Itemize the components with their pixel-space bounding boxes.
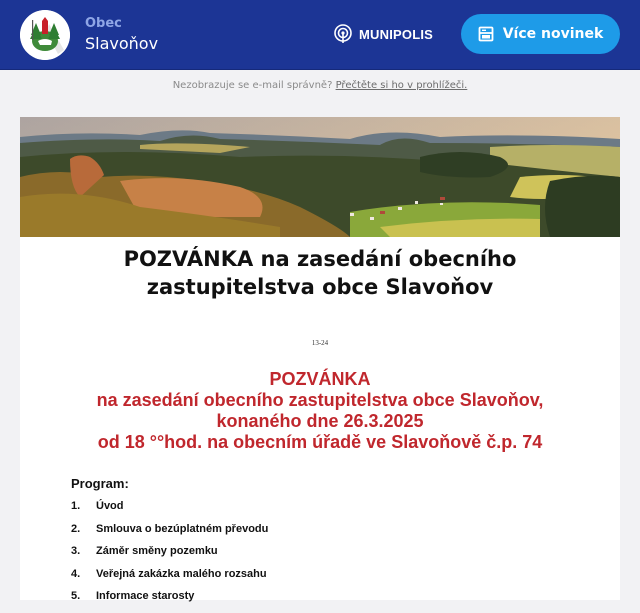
newspaper-icon [478,26,494,42]
program-item-text: Úvod [96,500,124,512]
article-card [20,117,620,600]
document-number: 13-24 [311,339,329,347]
view-in-browser-link[interactable]: Přečtěte si ho v prohlížeči. [335,80,468,91]
program-item-number: 1. [71,500,81,512]
town-name: Slavoňov [85,34,159,53]
program-item [71,545,268,568]
program-item-text: Záměr směny pozemku [96,545,218,557]
invitation-line4: od 18 °°hod. na obecním úřadě ve Slavoňově č.p. 74 [97,432,543,452]
article-title [20,245,620,301]
munipolis-broadcast-icon [333,24,353,44]
program-item-text: Veřejná zakázka malého rozsahu [96,567,267,580]
coat-of-arms-icon [20,10,70,60]
invitation-heading: POZVÁNKA [269,369,371,389]
program-list [71,476,268,613]
program-heading: Program: [71,476,129,491]
program-item-number: 4. [71,567,81,580]
coat-of-arms-logo[interactable] [20,10,70,60]
munipolis-brand-name: MUNIPOLIS [359,26,434,42]
town-label: Obec [85,16,122,31]
program-item-text: Smlouva o bezúplatném převodu [96,522,269,535]
invitation-line3: konaného dne 26.3.2025 [216,411,424,431]
article-title-line1: POZVÁNKA na zasedání obecního [123,247,517,271]
hero-image [20,117,620,237]
munipolis-brand[interactable] [333,23,433,45]
email-header [0,0,640,70]
more-news-label: Více novinek [502,26,604,42]
program-item-number: 3. [71,545,81,557]
program-item-number: 5. [71,590,81,602]
preheader [0,80,640,91]
more-news-button[interactable] [461,14,620,54]
program-item [71,500,268,523]
invitation-block [20,369,620,453]
program-item-number: 2. [71,522,81,535]
invitation-line2: na zasedání obecního zastupitelstva obce Slavoňov, [96,390,544,410]
program-item-text: Informace starosty [96,590,195,602]
program-item [71,568,268,591]
landscape-image-icon [20,117,620,237]
program-item [71,523,268,546]
program-item [71,590,268,613]
article-title-line2: zastupitelstva obce Slavoňov [146,275,494,299]
preheader-text: Nezobrazuje se e-mail správně? [172,80,333,91]
